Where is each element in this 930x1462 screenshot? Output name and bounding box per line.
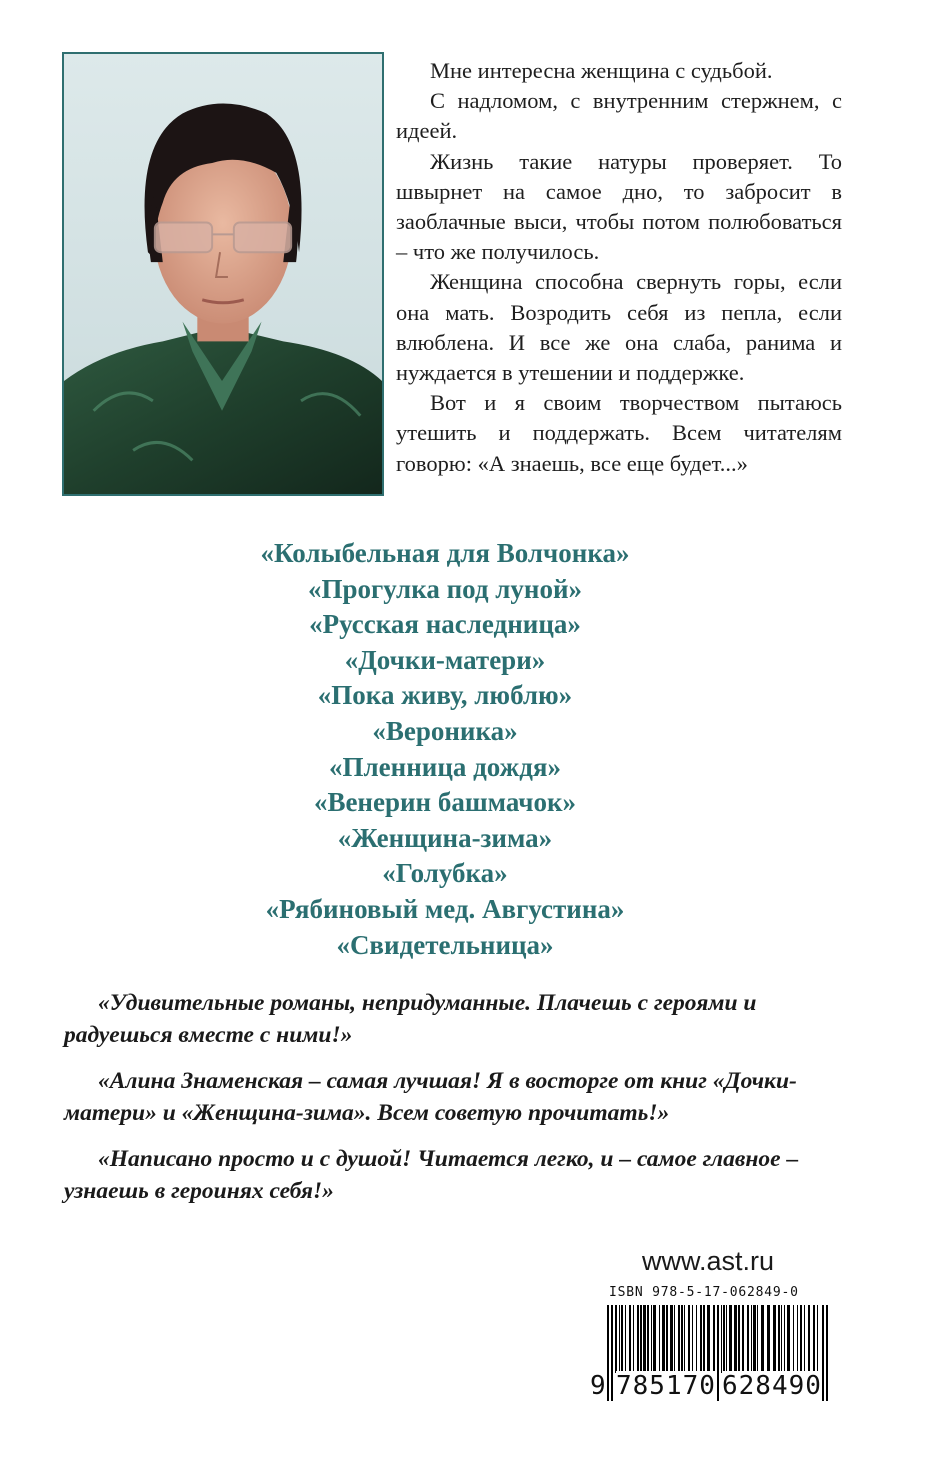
book-title: «Дочки-матери» [344, 644, 546, 675]
book-titles-list [0, 536, 890, 963]
book-title: «Русская наследница» [309, 609, 581, 640]
barcode-bar [662, 1305, 665, 1373]
author-photo [62, 52, 384, 496]
barcode-bar [707, 1305, 710, 1373]
barcode-bar [784, 1305, 785, 1373]
barcode-bar [692, 1305, 693, 1373]
book-title: «Свидетельница» [336, 929, 554, 960]
book-title: «Голубка» [382, 858, 508, 889]
barcode-bar [607, 1305, 609, 1401]
barcode-bar [700, 1305, 702, 1373]
barcode-bar [721, 1305, 722, 1373]
barcode-bar [800, 1305, 802, 1373]
book-title: «Рябиновый мед. Августина» [265, 893, 625, 924]
barcode-first-digit: 9 [590, 1371, 606, 1401]
intro-paragraph: Мне интересна женщина с судьбой. [430, 58, 773, 83]
barcode-bar [637, 1305, 639, 1373]
barcode-bar [684, 1305, 685, 1373]
barcode-bar [734, 1305, 737, 1373]
barcode-bar [717, 1305, 719, 1401]
barcode-bar [726, 1305, 727, 1373]
barcode-bar [643, 1305, 646, 1373]
barcode-bar [629, 1305, 631, 1373]
barcode-bar [742, 1305, 744, 1373]
barcode-bar [738, 1305, 740, 1373]
barcode-bar [781, 1305, 782, 1373]
barcode-bar [729, 1305, 732, 1373]
barcode-right-digits: 628490 [722, 1371, 822, 1401]
barcode-bar [625, 1305, 626, 1373]
barcode-bar [757, 1305, 758, 1373]
book-title: «Вероника» [372, 715, 518, 746]
book-title: «Женщина-зима» [337, 822, 553, 853]
barcode-bar [696, 1305, 697, 1373]
barcode-bar [747, 1305, 749, 1373]
review-quote: «Удивительные романы, непридуманные. Плачешь с героями и радуешься вместе с ними!» [64, 990, 757, 1048]
barcode-bar [793, 1305, 794, 1373]
intro-paragraph: Жизнь такие натуры проверяет. То швырнет на самое дно, то забросит в заоблачные выси, чтобы потом полюбоваться – что же получилось. [396, 148, 842, 265]
barcode-left-digits: 785170 [616, 1371, 716, 1401]
barcode-bar [787, 1305, 790, 1373]
barcode-bar [670, 1305, 673, 1373]
barcode-bar [703, 1305, 705, 1373]
barcode-bar [767, 1305, 770, 1373]
review-quote: «Написано просто и с душой! Читается легко, и – самое главное – узнаешь в героинях себя!» [64, 1146, 799, 1204]
book-title: «Венерин башмачок» [313, 787, 577, 818]
book-title: «Пленница дождя» [329, 751, 561, 782]
barcode-bar [778, 1305, 780, 1373]
barcode-bar [773, 1305, 776, 1373]
barcode-bar [688, 1305, 690, 1373]
book-title: «Колыбельная для Волчонка» [260, 538, 630, 568]
barcode-bar [813, 1305, 815, 1373]
barcode-bar [611, 1305, 613, 1401]
barcode-bar [647, 1305, 649, 1373]
barcode-bar [651, 1305, 652, 1373]
barcode-bar [666, 1305, 668, 1373]
barcode-bar [751, 1305, 752, 1373]
barcode-bar [681, 1305, 683, 1373]
barcode-bar [619, 1305, 620, 1373]
barcode-bar [723, 1305, 725, 1373]
intro-paragraph: Вот и я своим творчеством пытаюсь утешить и поддержать. Всем читателям говорю: «А знаешь, все еще будет...» [396, 390, 842, 476]
barcode-bar [826, 1305, 828, 1401]
book-title: «Прогулка под луной» [307, 573, 583, 604]
barcode-bar [808, 1305, 810, 1373]
author-intro [396, 56, 842, 479]
barcode-bar [797, 1305, 798, 1373]
isbn-number: ISBN 978-5-17-062849-0 [609, 1285, 799, 1300]
barcode-bar [804, 1305, 805, 1373]
barcode-bar [621, 1305, 623, 1373]
intro-paragraph: Женщина способна свернуть горы, если она мать. Возродить себя из пепла, если влюблена. И все же она слаба, ранима и нуждается в утешении и поддержке. [396, 269, 842, 386]
publisher-website[interactable]: www.ast.ru [642, 1246, 775, 1276]
barcode-bar [659, 1305, 660, 1373]
intro-paragraph: С надломом, с внутренним стержнем, с идеей. [396, 88, 842, 144]
barcode-bar [640, 1305, 642, 1373]
review-quote: «Алина Знаменская – самая лучшая! Я в восторге от книг «Дочки-матери» и «Женщина-зима». Всем советую прочитать!» [64, 1068, 797, 1126]
reader-reviews [64, 987, 844, 1221]
barcode [590, 1305, 840, 1417]
barcode-bar [633, 1305, 634, 1373]
barcode-bar [678, 1305, 680, 1373]
barcode-bar [822, 1305, 824, 1401]
barcode-bar [674, 1305, 675, 1373]
author-portrait-icon [64, 54, 382, 494]
book-title: «Пока живу, люблю» [317, 680, 573, 711]
barcode-bar [753, 1305, 756, 1373]
barcode-bar [761, 1305, 764, 1373]
barcode-bar [653, 1305, 656, 1373]
barcode-bar [615, 1305, 617, 1373]
barcode-bar [817, 1305, 818, 1373]
